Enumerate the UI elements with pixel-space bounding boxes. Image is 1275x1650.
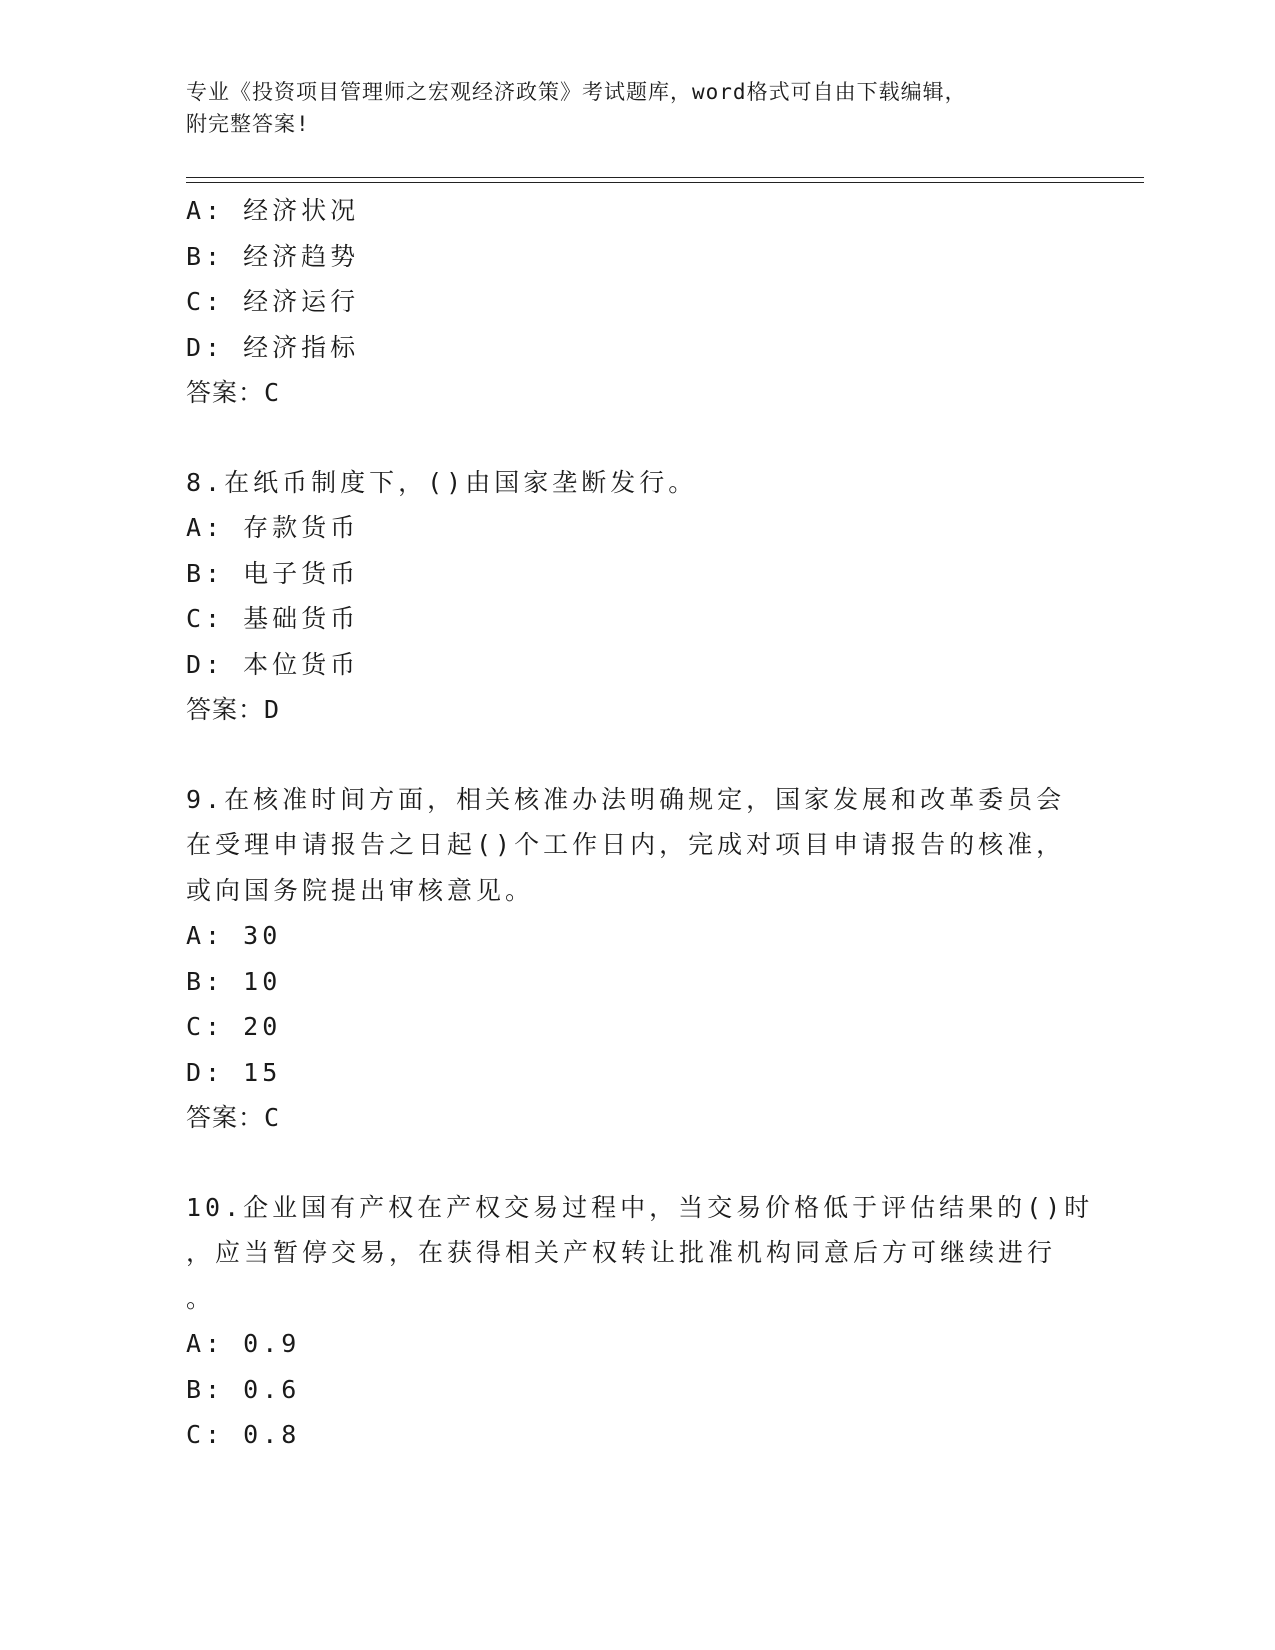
stem-line-1: 9.在核准时间方面，相关核准办法明确规定，国家发展和改革委员会 [186,784,1066,814]
option-a: A: 存款货币 [186,513,360,542]
stem-line-1: 8.在纸币制度下，()由国家垄断发行。 [186,467,698,497]
header-line-2: 附完整答案! [186,112,310,136]
option-d: D: 15 [186,1057,282,1087]
option-a: A: 经济状况 [186,196,360,225]
header-divider-bottom [186,182,1144,183]
question-7 [186,188,1086,416]
question-10 [186,1185,1094,1458]
option-c: C: 基础货币 [186,604,360,633]
page-header [186,76,1066,140]
option-c: C: 0.8 [186,1420,301,1449]
option-d: D: 本位货币 [186,649,360,679]
option-c: C: 经济运行 [186,287,360,316]
stem-line-1: 10.企业国有产权在产权交易过程中，当交易价格低于评估结果的()时 [186,1192,1094,1222]
option-d: D: 经济指标 [186,332,360,362]
question-stem [186,777,1086,914]
option-b: B: 经济趋势 [186,241,360,271]
option-c: C: 20 [186,1012,282,1041]
question-stem [186,1185,1094,1322]
question-stem [186,460,1086,506]
stem-line-3: 或向国务院提出审核意见。 [186,875,535,905]
option-b: B: 0.6 [186,1374,301,1404]
option-a: A: 30 [186,921,282,950]
question-8 [186,460,1086,733]
header-line-1: 专业《投资项目管理师之宏观经济政策》考试题库，word格式可自由下载编辑， [186,80,967,104]
answer: 答案：C [186,1103,281,1132]
header-divider-top [186,177,1144,178]
question-list [186,188,1094,1458]
question-9 [186,777,1086,1141]
option-b: B: 电子货币 [186,558,360,588]
stem-line-2: ，应当暂停交易，在获得相关产权转让批准机构同意后方可继续进行 [186,1238,1057,1267]
stem-line-2: 在受理申请报告之日起()个工作日内，完成对项目申请报告的核准， [186,830,1066,859]
option-a: A: 0.9 [186,1329,301,1358]
answer: 答案：D [186,695,281,724]
stem-line-3: 。 [186,1283,216,1313]
option-b: B: 10 [186,966,282,996]
answer: 答案：C [186,378,281,407]
